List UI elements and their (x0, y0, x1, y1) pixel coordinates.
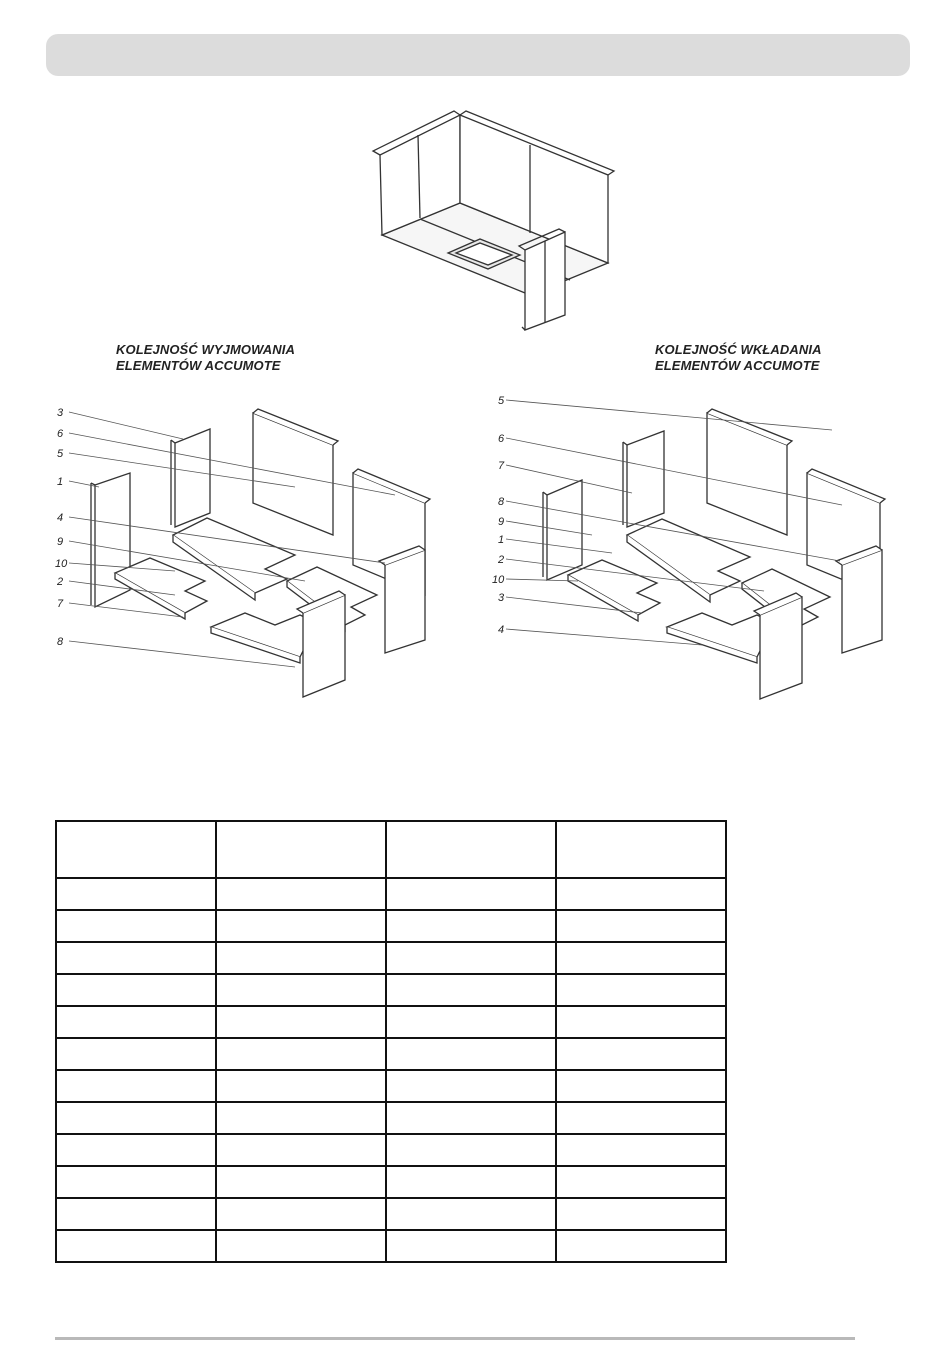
insertion-callout: 4 (498, 624, 505, 636)
insertion-callout: 9 (498, 516, 505, 528)
removal-callout: 6 (57, 428, 64, 440)
table-cell (216, 942, 386, 974)
table-cell (216, 1070, 386, 1102)
table-cell (556, 1198, 726, 1230)
table-cell (56, 942, 216, 974)
table-cell (56, 1166, 216, 1198)
table-row (56, 1134, 726, 1166)
insertion-callout: 7 (498, 460, 505, 472)
table-header-cell (556, 821, 726, 878)
table-row (56, 942, 726, 974)
insertion-callout: 6 (498, 433, 505, 445)
removal-callout: 7 (57, 598, 64, 610)
table-cell (556, 878, 726, 910)
table-cell (216, 974, 386, 1006)
insertion-callout: 10 (492, 574, 505, 586)
table-cell (216, 1006, 386, 1038)
table-header-cell (56, 821, 216, 878)
table-cell (216, 878, 386, 910)
table-cell (556, 1166, 726, 1198)
table-cell (386, 1038, 556, 1070)
insertion-caption-line-2: ELEMENTÓW ACCUMOTE (655, 358, 820, 373)
table-cell (216, 1166, 386, 1198)
removal-callout: 5 (57, 448, 64, 460)
table-cell (386, 942, 556, 974)
table-cell (386, 1198, 556, 1230)
removal-order-caption (116, 342, 295, 374)
table-cell (56, 1038, 216, 1070)
insertion-callout: 3 (498, 592, 505, 604)
table-cell (386, 878, 556, 910)
table-cell (216, 1198, 386, 1230)
table-row (56, 878, 726, 910)
table-cell (56, 910, 216, 942)
table-cell (556, 974, 726, 1006)
parts-table (55, 820, 727, 1263)
table-cell (56, 1230, 216, 1262)
table-cell (556, 1038, 726, 1070)
table-row (56, 1070, 726, 1102)
table-row (56, 1230, 726, 1262)
insertion-callout: 8 (498, 496, 505, 508)
table-cell (216, 1102, 386, 1134)
table-cell (556, 1134, 726, 1166)
removal-caption-line-2: ELEMENTÓW ACCUMOTE (116, 358, 281, 373)
insertion-order-caption (655, 342, 822, 374)
table-header-row (56, 821, 726, 878)
removal-callout: 8 (57, 636, 64, 648)
table-header-cell (216, 821, 386, 878)
table-row (56, 910, 726, 942)
assembled-insert-drawing (370, 105, 620, 335)
table-cell (56, 1006, 216, 1038)
table-cell (216, 910, 386, 942)
table-row (56, 1166, 726, 1198)
removal-callout: 1 (57, 476, 64, 488)
table-cell (56, 1134, 216, 1166)
removal-callout: 2 (57, 576, 64, 588)
insertion-callout: 5 (498, 395, 505, 407)
table-cell (386, 910, 556, 942)
table-cell (386, 1230, 556, 1262)
table-cell (386, 1166, 556, 1198)
insertion-caption-line-1: KOLEJNOŚĆ WKŁADANIA (655, 342, 822, 357)
table-cell (56, 1198, 216, 1230)
table-cell (556, 1102, 726, 1134)
insertion-callout: 1 (498, 534, 505, 546)
table-row (56, 1102, 726, 1134)
removal-callout: 3 (57, 407, 64, 419)
table-cell (56, 1070, 216, 1102)
table-row (56, 1198, 726, 1230)
table-cell (556, 942, 726, 974)
table-cell (216, 1134, 386, 1166)
table-cell (556, 910, 726, 942)
table-header-cell (386, 821, 556, 878)
table-cell (556, 1230, 726, 1262)
table-cell (386, 1070, 556, 1102)
header-bar (46, 34, 910, 76)
removal-callout: 10 (55, 558, 68, 570)
table-cell (56, 974, 216, 1006)
table-row (56, 974, 726, 1006)
insertion-callout: 2 (498, 554, 505, 566)
table-cell (556, 1006, 726, 1038)
removal-callout: 4 (57, 512, 64, 524)
removal-exploded-drawing (55, 395, 445, 705)
table-cell (556, 1070, 726, 1102)
table-cell (386, 974, 556, 1006)
footer-divider (55, 1337, 855, 1340)
insertion-exploded-drawing (492, 385, 892, 705)
table-cell (56, 1102, 216, 1134)
table-cell (56, 878, 216, 910)
table-cell (386, 1134, 556, 1166)
table-cell (386, 1006, 556, 1038)
table-row (56, 1006, 726, 1038)
table-cell (216, 1038, 386, 1070)
table-cell (216, 1230, 386, 1262)
table-row (56, 1038, 726, 1070)
removal-caption-line-1: KOLEJNOŚĆ WYJMOWANIA (116, 342, 295, 357)
table-cell (386, 1102, 556, 1134)
removal-callout: 9 (57, 536, 64, 548)
